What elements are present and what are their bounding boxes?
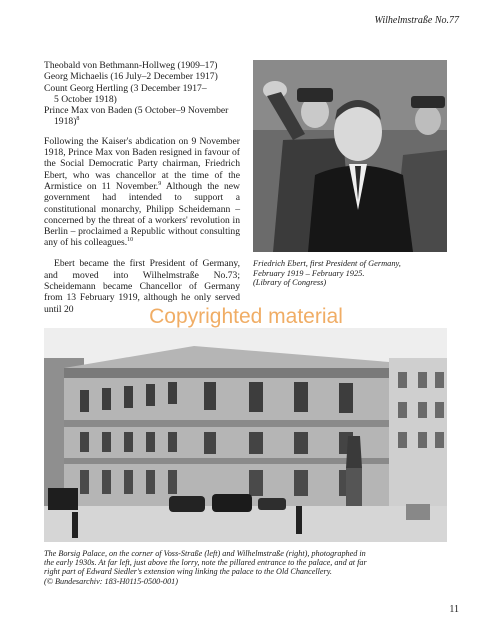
palace-caption — [44, 549, 447, 586]
list-item: Count Georg Hertling (3 December 1917– — [44, 82, 207, 94]
running-head: Wilhelmstraße No.77 — [374, 15, 459, 26]
caption-line: (Library of Congress) — [253, 278, 327, 288]
page-number: 11 — [449, 604, 459, 615]
paragraph: Ebert became the first President of Germany, and moved into Wilhelmstraße No.73; Scheidemann became Chancellor of Germany from 13 February 1919, although he only served until 20 — [44, 258, 240, 315]
caption-line: (© Bundesarchiv: 183-H0115-0500-001) — [44, 576, 179, 586]
list-item: Prince Max von Baden (5 October–9 November — [44, 105, 229, 117]
borsig-palace-photo — [44, 328, 447, 542]
chancellor-list — [44, 60, 240, 128]
caption-line: right part of Edward Siedler's extension wing linking the palace to the Old Chancellery. — [44, 567, 332, 577]
caption-line: the early 1930s. At far left, just above the lorry, note the pillared entrance to the palace, and at far — [44, 558, 367, 568]
footnote-ref: 9 — [158, 180, 162, 187]
caption-line: The Borsig Palace, on the corner of Voss-Straße (left) and Wilhelmstraße (right), photographed in — [44, 549, 366, 558]
list-item: Georg Michaelis (16 July–2 December 1917) — [44, 71, 218, 83]
body-text-column — [44, 60, 240, 315]
ebert-photo — [253, 60, 447, 252]
paragraph-text: Following the Kaiser's abdication on 9 November 1918, Prince Max von Baden resigned in favour of the Social Democratic Party chairman, Friedrich Ebert, who was chancellor at the time of the Armistice on 11 November. — [44, 135, 240, 192]
paragraph-text: Although the new government had intended to support a constitutional monarchy, Philipp Scheidemann – concerned by the threat of a workers' revolution in Berlin – proclaimed a Republic without consulting any of his colleagues. — [44, 180, 240, 249]
watermark: Copyrighted material — [149, 305, 343, 328]
list-item-text: 1918) — [54, 116, 77, 128]
caption-line: February 1919 – February 1925. — [253, 268, 365, 278]
list-item-continuation — [44, 116, 240, 127]
footnote-ref: 10 — [127, 237, 134, 244]
paragraph — [44, 136, 240, 249]
ebert-caption — [253, 259, 447, 288]
list-item-continuation: 5 October 1918) — [54, 93, 117, 105]
footnote-ref: 8 — [76, 116, 80, 123]
list-item: Theobald von Bethmann-Hollweg (1909–17) — [44, 60, 218, 71]
caption-line: Friedrich Ebert, first President of Germany, — [253, 259, 401, 268]
